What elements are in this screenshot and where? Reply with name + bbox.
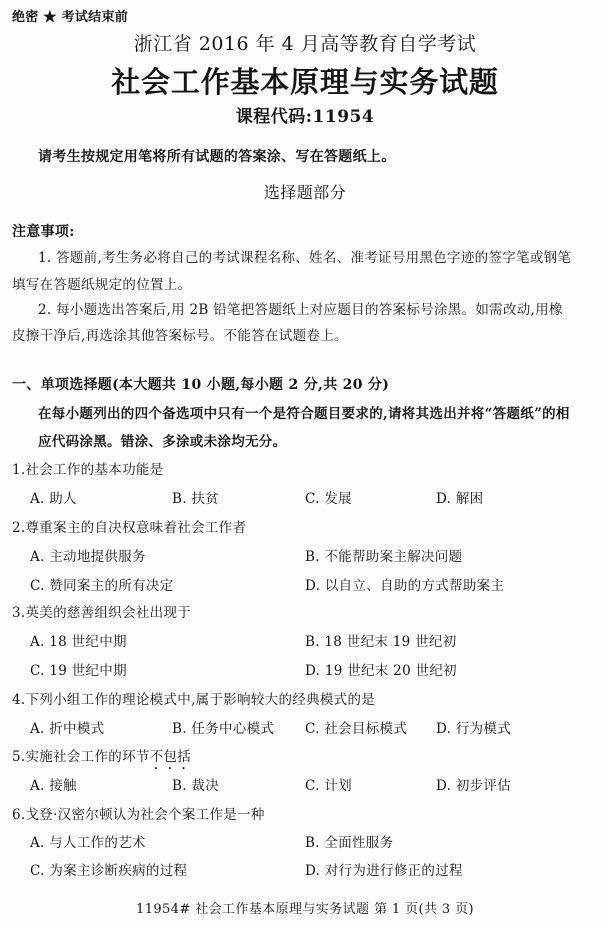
- question-2: [12, 519, 246, 537]
- q3-option-d: D. 19 世纪末 20 世纪初: [305, 663, 457, 679]
- q1-option-b: B. 扶贫: [172, 491, 220, 507]
- question-stem: 英美的慈善组织会社出现于: [25, 605, 192, 621]
- question-stem: 戈登·汉密尔顿认为社会个案工作是一种: [25, 807, 265, 823]
- question-number: 6.: [12, 807, 26, 823]
- question-5: [12, 748, 191, 773]
- section-directions-line-2: 应代码涂黑。错涂、多涂或未涂均无分。: [38, 434, 287, 450]
- q2-option-d: D. 以自立、自助的方式帮助案主: [305, 578, 505, 594]
- question-6: [12, 806, 265, 824]
- question-stem: 尊重案主的自决权意味着社会工作者: [25, 520, 247, 536]
- section-heading: 一、单项选择题(本大题共 10 小题,每小题 2 分,共 20 分): [12, 377, 390, 393]
- question-stem: 社会工作的基本功能是: [25, 462, 164, 478]
- q6-option-d: D. 对行为进行修正的过程: [305, 863, 463, 879]
- part-title: 选择题部分: [263, 183, 347, 202]
- q2-option-c: C. 赞同案主的所有决定: [30, 578, 174, 594]
- q1-option-c: C. 发展: [305, 491, 352, 507]
- note-1-line-2: 填写在答题纸规定的位置上。: [12, 277, 192, 293]
- note-2-line-2: 皮擦干净后,再选涂其他答案标号。不能答在试题卷上。: [12, 328, 348, 344]
- q5-option-b: B. 裁决: [172, 778, 220, 794]
- q1-option-a: A. 助人: [30, 491, 77, 507]
- q2-option-b: B. 不能帮助案主解决问题: [305, 549, 463, 565]
- question-number: 3.: [12, 605, 26, 621]
- course-code: 课程代码:11954: [235, 107, 375, 127]
- question-4: [12, 691, 375, 709]
- q3-option-a: A. 18 世纪中期: [30, 634, 127, 650]
- note-2-line-1: 2. 每小题选出答案后,用 2B 铅笔把答题纸上对应题目的答案标号涂黑。如需改动,用橡: [38, 302, 563, 318]
- q2-option-a: A. 主动地提供服务: [30, 549, 146, 565]
- q5-option-a: A. 接触: [30, 778, 77, 794]
- q6-option-b: B. 全面性服务: [305, 835, 394, 851]
- question-number: 4.: [12, 692, 26, 708]
- exam-title: 浙江省 2016 年 4 月高等教育自学考试: [133, 33, 477, 55]
- question-1: [12, 461, 163, 479]
- notes-heading: 注意事项:: [12, 224, 75, 240]
- section-directions-line-1: 在每小题列出的四个备选项中只有一个是符合题目要求的,请将其选出并将“答题纸”的相: [38, 406, 570, 422]
- q6-option-c: C. 为案主诊断疾病的过程: [30, 863, 188, 879]
- q4-option-b: B. 任务中心模式: [172, 721, 275, 737]
- q3-option-c: C. 19 世纪中期: [30, 663, 127, 679]
- question-stem: 实施社会工作的环节: [25, 749, 150, 765]
- page-footer: 11954# 社会工作基本原理与实务试题 第 1 页(共 3 页): [136, 902, 474, 917]
- confidentiality-mark: 绝密 ★ 考试结束前: [12, 10, 129, 25]
- question-number: 1.: [12, 462, 26, 478]
- question-number: 5.: [12, 749, 26, 765]
- q4-option-a: A. 折中模式: [30, 721, 105, 737]
- q5-option-c: C. 计划: [305, 778, 352, 794]
- q6-option-a: A. 与人工作的艺术: [30, 835, 146, 851]
- answer-instruction: 请考生按规定用笔将所有试题的答案涂、写在答题纸上。: [38, 149, 396, 165]
- question-stem-emphasis: 不包括: [149, 749, 192, 765]
- question-3: [12, 604, 191, 622]
- q5-option-d: D. 初步评估: [436, 778, 512, 794]
- question-stem: 下列小组工作的理论模式中,属于影响较大的经典模式的是: [25, 692, 376, 708]
- subject-title: 社会工作基本原理与实务试题: [111, 65, 499, 99]
- q1-option-d: D. 解困: [436, 491, 484, 507]
- note-1-line-1: 1. 答题前,考生务必将自己的考试课程名称、姓名、准考证号用黑色字迹的签字笔或钢笔: [38, 250, 572, 266]
- q4-option-c: C. 社会目标模式: [305, 721, 408, 737]
- q4-option-d: D. 行为模式: [436, 721, 512, 737]
- q3-option-b: B. 18 世纪末 19 世纪初: [305, 634, 457, 650]
- question-number: 2.: [12, 520, 26, 536]
